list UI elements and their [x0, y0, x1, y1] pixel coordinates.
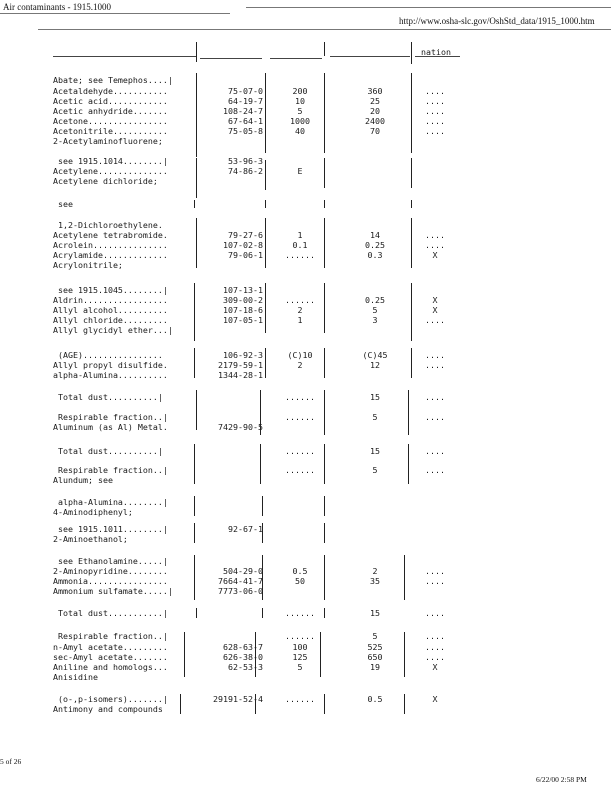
column-separator	[265, 348, 266, 378]
row-substance-name: Anisidine	[53, 672, 98, 682]
column-separator	[324, 496, 325, 516]
column-separator	[411, 73, 412, 153]
column-separator	[324, 390, 325, 435]
row-mg: 0.3	[367, 250, 383, 260]
row-substance-name: 2-Acetylaminofluorene;	[53, 136, 163, 146]
column-separator	[411, 283, 412, 341]
column-separator	[260, 390, 261, 435]
row-skin: ....	[425, 642, 445, 652]
row-substance-name: Acetylene tetrabromide.	[53, 230, 168, 240]
row-ppm: (C)10	[287, 350, 313, 360]
row-mg: 5	[372, 631, 378, 641]
row-ppm: 100	[292, 642, 308, 652]
row-cas: 75-07-0	[228, 86, 263, 96]
row-cas: 626-38-0	[223, 652, 263, 662]
row-substance-name: Allyl propyl disulfide.	[53, 360, 168, 370]
row-mg: 0.25	[365, 240, 385, 250]
row-cas: 7664-41-7	[218, 576, 263, 586]
column-separator	[196, 158, 197, 198]
column-separator	[411, 158, 412, 188]
row-ppm: ......	[285, 694, 315, 704]
header-underline	[270, 58, 322, 59]
row-skin: ....	[425, 86, 445, 96]
row-substance-name: Acetonitrile...........	[53, 126, 168, 136]
row-mg: 35	[370, 576, 380, 586]
column-separator	[196, 608, 197, 618]
row-substance-name: n-Amyl acetate.........	[53, 642, 168, 652]
row-substance-name: (AGE)................	[53, 350, 163, 360]
column-header-fragment: nation	[421, 47, 451, 57]
row-skin: ....	[425, 126, 445, 136]
column-separator	[262, 496, 263, 516]
row-ppm: 0.1	[292, 240, 308, 250]
row-ppm: 125	[292, 652, 308, 662]
column-separator	[411, 218, 412, 268]
column-separator	[324, 348, 325, 378]
row-cas: 7773-06-0	[218, 586, 263, 596]
column-separator	[324, 444, 325, 484]
row-mg: 0.25	[365, 295, 385, 305]
column-separator	[194, 283, 195, 341]
header-rule-right	[246, 7, 611, 8]
column-separator	[408, 444, 409, 484]
row-ppm: 5	[297, 662, 303, 672]
row-substance-name: Allyl alcohol..........	[53, 305, 168, 315]
row-substance-name: (o-,p-isomers).......|	[53, 694, 168, 704]
row-mg: (C)45	[362, 350, 388, 360]
row-mg: 2	[372, 566, 378, 576]
column-separator	[265, 160, 266, 190]
row-ppm: 200	[292, 86, 308, 96]
row-cas: 1344-28-1	[218, 370, 263, 380]
row-substance-name: alpha-Alumina........|	[53, 497, 168, 507]
column-separator	[262, 523, 263, 543]
row-ppm: ......	[285, 392, 315, 402]
row-substance-name: Acrolein...............	[53, 240, 168, 250]
column-separator	[324, 608, 325, 618]
row-cas: 53-96-3	[228, 156, 263, 166]
row-cas: 67-64-1	[228, 116, 263, 126]
row-substance-name: see 1915.1045........|	[53, 285, 168, 295]
row-mg: 525	[367, 642, 383, 652]
column-separator	[404, 632, 405, 677]
column-separator	[194, 200, 195, 208]
row-ppm: 1	[297, 315, 303, 325]
column-separator	[404, 694, 405, 714]
row-cas: 628-63-7	[223, 642, 263, 652]
row-ppm: ......	[285, 446, 315, 456]
column-separator	[324, 218, 325, 268]
row-mg: 360	[367, 86, 383, 96]
row-cas: 7429-90-5	[218, 422, 263, 432]
column-separator	[265, 200, 266, 208]
row-substance-name: Respirable fraction..|	[53, 465, 168, 475]
row-skin: X	[432, 250, 438, 260]
row-substance-name: Alundum; see	[53, 475, 113, 485]
header-rule-bottom	[38, 29, 611, 30]
row-mg: 650	[367, 652, 383, 662]
row-substance-name: Acetylene..............	[53, 166, 168, 176]
column-separator	[404, 555, 405, 600]
row-skin: ....	[425, 96, 445, 106]
row-substance-name: Allyl chloride.........	[53, 315, 168, 325]
row-substance-name: Acetic acid............	[53, 96, 168, 106]
row-mg: 15	[370, 446, 380, 456]
row-substance-name: Acetone................	[53, 116, 168, 126]
row-substance-name: Aniline and homologs...	[53, 662, 168, 672]
row-mg: 0.5	[367, 694, 383, 704]
row-skin: ....	[425, 576, 445, 586]
column-separator	[255, 632, 256, 677]
header-underline	[415, 56, 460, 57]
row-mg: 5	[372, 465, 378, 475]
header-underline	[330, 56, 410, 57]
page-number: 5 of 26	[0, 757, 22, 766]
column-separator	[262, 608, 263, 618]
row-substance-name: see 1915.1011........|	[53, 524, 168, 534]
header-underline	[53, 56, 196, 57]
row-substance-name: Total dust...........|	[53, 608, 168, 618]
row-substance-name: Acrylamide.............	[53, 250, 168, 260]
column-separator	[194, 523, 195, 543]
row-skin: ....	[425, 392, 445, 402]
row-skin: X	[432, 295, 438, 305]
row-substance-name: 4-Aminodiphenyl;	[53, 507, 133, 517]
column-separator	[324, 200, 325, 208]
row-skin: ....	[425, 631, 445, 641]
row-skin: X	[432, 694, 438, 704]
column-separator	[194, 444, 195, 484]
row-ppm: 2	[297, 360, 303, 370]
row-substance-name: 1,2-Dichloroethylene.	[53, 220, 163, 230]
row-substance-name: Ammonia................	[53, 576, 168, 586]
row-ppm: ......	[285, 608, 315, 618]
column-separator	[196, 218, 197, 268]
row-substance-name: Respirable fraction..|	[53, 412, 168, 422]
row-mg: 70	[370, 126, 380, 136]
column-separator	[324, 555, 325, 600]
row-ppm: ......	[285, 631, 315, 641]
column-separator	[194, 348, 195, 378]
row-ppm: 5	[297, 106, 303, 116]
column-separator	[194, 555, 195, 600]
column-separator	[262, 555, 263, 600]
row-cas: 107-05-1	[223, 315, 263, 325]
row-cas: 64-19-7	[228, 96, 263, 106]
column-separator	[260, 444, 261, 484]
column-separator	[324, 73, 325, 153]
column-separator	[265, 218, 266, 268]
row-cas: 2179-59-1	[218, 360, 263, 370]
row-substance-name: Aluminum (as Al) Metal.	[53, 422, 168, 432]
row-skin: ....	[425, 652, 445, 662]
row-mg: 19	[370, 662, 380, 672]
row-skin: ....	[425, 465, 445, 475]
page-url: http://www.osha-slc.gov/OshStd_data/1915_1000.htm	[399, 16, 595, 26]
header-underline	[200, 58, 262, 59]
column-separator	[194, 496, 195, 516]
row-mg: 5	[372, 412, 378, 422]
row-skin: ....	[425, 106, 445, 116]
row-skin: X	[432, 305, 438, 315]
row-substance-name: Acetaldehyde...........	[53, 86, 168, 96]
page-title: Air contaminants - 1915.1000	[3, 2, 111, 12]
row-ppm: ......	[285, 412, 315, 422]
row-cas: 74-86-2	[228, 166, 263, 176]
row-cas: 108-24-7	[223, 106, 263, 116]
row-ppm: 40	[295, 126, 305, 136]
row-ppm: 10	[295, 96, 305, 106]
row-mg: 15	[370, 392, 380, 402]
column-separator	[324, 523, 325, 543]
row-skin: ....	[425, 566, 445, 576]
row-ppm: ......	[285, 295, 315, 305]
row-mg: 12	[370, 360, 380, 370]
row-substance-name: Acetic anhydride.......	[53, 106, 168, 116]
row-cas: 504-29-0	[223, 566, 263, 576]
row-substance-name: Acrylonitrile;	[53, 260, 123, 270]
column-separator	[411, 348, 412, 378]
print-timestamp: 6/22/00 2:58 PM	[536, 775, 587, 784]
row-cas: 107-02-8	[223, 240, 263, 250]
row-substance-name: sec-Amyl acetate.......	[53, 652, 168, 662]
row-cas: 29191-52-4	[213, 694, 263, 704]
row-cas: 79-06-1	[228, 250, 263, 260]
column-separator	[324, 694, 325, 714]
row-skin: ....	[425, 315, 445, 325]
row-skin: ....	[425, 608, 445, 618]
column-separator	[324, 42, 325, 56]
row-ppm: ......	[285, 250, 315, 260]
row-ppm: 1	[297, 230, 303, 240]
row-substance-name: Total dust..........|	[53, 446, 163, 456]
row-substance-name: see 1915.1014........|	[53, 156, 168, 166]
column-separator	[196, 390, 197, 430]
row-ppm: E	[297, 166, 303, 176]
row-skin: X	[432, 662, 438, 672]
column-separator	[324, 283, 325, 333]
row-mg: 15	[370, 608, 380, 618]
row-substance-name: see Ethanolamine.....|	[53, 556, 168, 566]
row-substance-name: Antimony and compounds	[53, 704, 163, 714]
row-ppm: 0.5	[292, 566, 308, 576]
row-cas: 309-00-2	[223, 295, 263, 305]
column-separator	[196, 73, 197, 157]
row-substance-name: Allyl glycidyl ether...|	[53, 325, 173, 335]
column-separator	[411, 42, 412, 64]
row-substance-name: Ammonium sulfamate.....|	[53, 586, 173, 596]
row-skin: ....	[425, 230, 445, 240]
column-separator	[408, 390, 409, 435]
row-mg: 14	[370, 230, 380, 240]
row-mg: 20	[370, 106, 380, 116]
row-cas: 92-67-1	[228, 524, 263, 534]
row-skin: ....	[425, 360, 445, 370]
row-substance-name: Acetylene dichloride;	[53, 176, 158, 186]
row-substance-name: see	[53, 199, 73, 209]
row-mg: 25	[370, 96, 380, 106]
column-separator	[184, 632, 185, 677]
row-substance-name: 2-Aminopyridine........	[53, 566, 168, 576]
row-skin: ....	[425, 240, 445, 250]
row-mg: 3	[372, 315, 378, 325]
column-separator	[324, 158, 325, 188]
row-ppm: 2	[297, 305, 303, 315]
row-mg: 5	[372, 305, 378, 315]
row-skin: ....	[425, 350, 445, 360]
column-separator	[180, 694, 181, 714]
row-cas: 107-13-1	[223, 285, 263, 295]
column-separator	[265, 73, 266, 153]
column-separator	[196, 42, 197, 62]
row-cas: 75-05-8	[228, 126, 263, 136]
row-ppm: ......	[285, 465, 315, 475]
row-skin: ....	[425, 446, 445, 456]
column-separator	[265, 283, 266, 333]
row-skin: ....	[425, 412, 445, 422]
row-substance-name: Respirable fraction..|	[53, 631, 168, 641]
row-substance-name: Abate; see Temephos....|	[53, 75, 173, 85]
row-substance-name: Total dust..........|	[53, 392, 163, 402]
row-cas: 106-92-3	[223, 350, 263, 360]
row-ppm: 50	[295, 576, 305, 586]
row-cas: 62-53-3	[228, 662, 263, 672]
row-substance-name: 2-Aminoethanol;	[53, 534, 128, 544]
row-cas: 79-27-6	[228, 230, 263, 240]
column-separator	[255, 694, 256, 714]
row-ppm: 1000	[290, 116, 310, 126]
row-mg: 2400	[365, 116, 385, 126]
column-separator	[411, 200, 412, 208]
row-skin: ....	[425, 116, 445, 126]
header-rule-left	[0, 13, 230, 14]
row-substance-name: alpha-Alumina..........	[53, 370, 168, 380]
row-cas: 107-18-6	[223, 305, 263, 315]
column-separator	[320, 632, 321, 677]
row-substance-name: Aldrin.................	[53, 295, 168, 305]
